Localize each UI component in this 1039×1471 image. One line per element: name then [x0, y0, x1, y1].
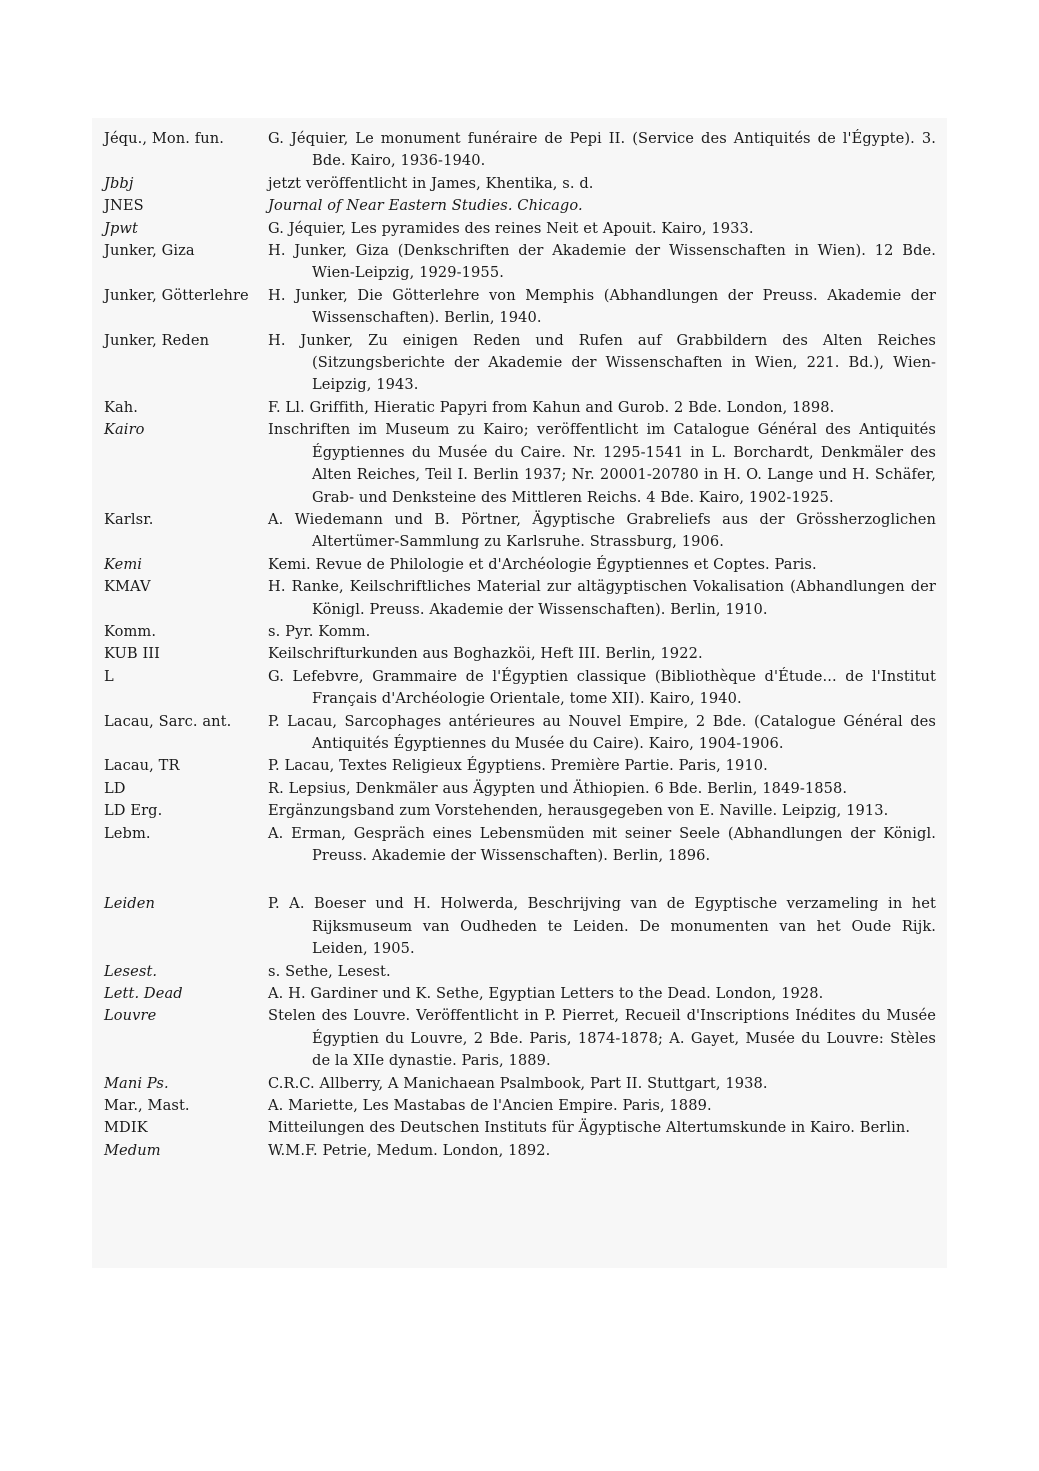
- list-item: [104, 643, 936, 665]
- entry-abbreviation: Lebm.: [104, 824, 151, 842]
- entry-abbreviation: Junker, Götterlehre: [104, 286, 249, 304]
- entry-reference: P. Lacau, Textes Religieux Égyptiens. Première Partie. Paris, 1910.: [268, 757, 768, 775]
- list-item: [104, 800, 936, 822]
- list-item: [104, 778, 936, 800]
- entry-abbreviation: Lacau, TR: [104, 757, 180, 775]
- list-item: [104, 666, 936, 711]
- entry-abbreviation: KUB III: [104, 645, 161, 663]
- entry-reference: H. Junker, Zu einigen Reden und Rufen auf Grabbildern des Alten Reiches (Sitzungsberichte der Akademie der Wissenschaften in Wien, 221. Bd.), Wien-Leipzig, 1943.: [268, 331, 936, 394]
- entry-abbreviation: Mar., Mast.: [104, 1097, 190, 1115]
- entry-reference: A. Mariette, Les Mastabas de l'Ancien Empire. Paris, 1889.: [268, 1097, 712, 1115]
- entry-reference: Mitteilungen des Deutschen Instituts für Ägyptische Altertumskunde in Kairo. Berlin.: [268, 1119, 911, 1137]
- entry-reference: P. Lacau, Sarcophages antérieures au Nouvel Empire, 2 Bde. (Catalogue Général des Antiquités Égyptiennes du Musée du Caire). Kairo, 1904-1906.: [268, 712, 936, 752]
- list-item: [104, 240, 936, 285]
- entry-abbreviation: Karlsr.: [104, 510, 154, 528]
- entry-abbreviation: MDIK: [104, 1119, 148, 1137]
- list-item: [104, 755, 936, 777]
- entry-abbreviation: JNES: [104, 197, 144, 215]
- list-item: [104, 218, 936, 240]
- entry-abbreviation: LD Erg.: [104, 802, 163, 820]
- list-item: [104, 893, 936, 960]
- entry-abbreviation: KMAV: [104, 578, 151, 596]
- entry-abbreviation: Kah.: [104, 398, 139, 416]
- list-item: [104, 983, 936, 1005]
- entry-reference: R. Lepsius, Denkmäler aus Ägypten und Äthiopien. 6 Bde. Berlin, 1849-1858.: [268, 779, 848, 797]
- list-item: [104, 1095, 936, 1117]
- entry-abbreviation: Jéqu., Mon. fun.: [104, 130, 224, 147]
- entry-abbreviation: Louvre: [104, 1007, 157, 1025]
- entry-abbreviation: Medum: [104, 1141, 161, 1159]
- entry-reference: jetzt veröffentlicht in James, Khentika, s. d.: [268, 174, 594, 192]
- entry-reference: Journal of Near Eastern Studies. Chicago.: [268, 197, 583, 215]
- entry-reference: s. Pyr. Komm.: [268, 622, 371, 640]
- entry-reference: G. Jéquier, Le monument funéraire de Pepi II. (Service des Antiquités de l'Égypte). 3. Bde. Kairo, 1936-1940.: [268, 130, 936, 170]
- entry-reference: Ergänzungsband zum Vorstehenden, herausgegeben von E. Naville. Leipzig, 1913.: [268, 802, 889, 820]
- list-item: [104, 128, 936, 173]
- entry-reference: Stelen des Louvre. Veröffentlicht in P. Pierret, Recueil d'Inscriptions Inédites du Musée Égyptien du Louvre, 2 Bde. Paris, 1874-1878; A. Gayet, Musée du Louvre: Stèles de la XIIe dynastie. Paris, 1889.: [268, 1007, 936, 1070]
- entry-reference: C.R.C. Allberry, A Manichaean Psalmbook, Part II. Stuttgart, 1938.: [268, 1074, 768, 1092]
- entry-abbreviation: Junker, Reden: [104, 331, 210, 349]
- entry-reference: A. H. Gardiner und K. Sethe, Egyptian Letters to the Dead. London, 1928.: [268, 985, 824, 1003]
- entry-abbreviation: Jpwt: [104, 219, 138, 237]
- entry-abbreviation: Jbbj: [104, 174, 134, 192]
- list-item: [104, 1140, 936, 1162]
- list-item: [104, 1073, 936, 1095]
- entry-reference: Inschriften im Museum zu Kairo; veröffentlicht im Catalogue Général des Antiquités Égyptiennes du Musée du Caire. Nr. 1295-1541 in L. Borchardt, Denkmäler des Alten Reiches, Teil I. Berlin 1937; Nr. 20001-20780 in H. O. Lange und H. Schäfer, Grab- und Denksteine des Mittleren Reichs. 4 Bde. Kairo, 1902-1925.: [268, 421, 936, 506]
- entry-abbreviation: L: [104, 667, 114, 685]
- list-item: [104, 961, 936, 983]
- entry-abbreviation: Leiden: [104, 895, 155, 913]
- entry-reference: H. Junker, Giza (Denkschriften der Akademie der Wissenschaften in Wien). 12 Bde. Wien-Leipzig, 1929-1955.: [268, 242, 936, 282]
- entry-abbreviation: Kairo: [104, 421, 145, 439]
- list-item: [104, 397, 936, 419]
- entry-reference: G. Jéquier, Les pyramides des reines Neit et Apouit. Kairo, 1933.: [268, 219, 754, 237]
- entry-abbreviation: LD: [104, 779, 126, 797]
- entry-reference: G. Lefebvre, Grammaire de l'Égyptien classique (Bibliothèque d'Étude... de l'Institut Français d'Archéologie Orientale, tome XII). Kairo, 1940.: [268, 667, 936, 708]
- entry-abbreviation: Lacau, Sarc. ant.: [104, 712, 232, 730]
- bibliography-list: [104, 128, 936, 1162]
- entry-abbreviation: Junker, Giza: [104, 242, 195, 260]
- entry-reference: A. Wiedemann und B. Pörtner, Ägyptische Grabreliefs aus der Grössherzoglichen Altertümer-Sammlung zu Karlsruhe. Strassburg, 1906.: [268, 510, 936, 551]
- entry-abbreviation: Mani Ps.: [104, 1074, 169, 1092]
- list-item: [104, 711, 936, 756]
- entry-reference: P. A. Boeser und H. Holwerda, Beschrijving van de Egyptische verzameling in het Rijksmuseum van Oudheden te Leiden. De monumenten van het Oude Rijk. Leiden, 1905.: [268, 895, 936, 958]
- list-item: [104, 195, 936, 217]
- list-item: [104, 1005, 936, 1072]
- entry-reference: F. Ll. Griffith, Hieratic Papyri from Kahun and Gurob. 2 Bde. London, 1898.: [268, 398, 835, 416]
- list-item: [104, 173, 936, 195]
- list-item: [104, 330, 936, 397]
- entry-reference: Kemi. Revue de Philologie et d'Archéologie Égyptiennes et Coptes. Paris.: [268, 555, 817, 573]
- entry-reference: Keilschrifturkunden aus Boghazköi, Heft III. Berlin, 1922.: [268, 645, 703, 663]
- list-item: [104, 1117, 936, 1139]
- list-item: [104, 576, 936, 621]
- entry-reference: H. Junker, Die Götterlehre von Memphis (Abhandlungen der Preuss. Akademie der Wissenschaften). Berlin, 1940.: [268, 286, 936, 327]
- list-item: [104, 509, 936, 554]
- entry-abbreviation: Komm.: [104, 622, 157, 640]
- list-item: [104, 621, 936, 643]
- list-item: [104, 285, 936, 330]
- entry-reference: W.M.F. Petrie, Medum. London, 1892.: [268, 1141, 551, 1159]
- entry-reference: H. Ranke, Keilschriftliches Material zur altägyptischen Vokalisation (Abhandlungen der Königl. Preuss. Akademie der Wissenschaften). Berlin, 1910.: [268, 578, 936, 618]
- entry-abbreviation: Kemi: [104, 555, 143, 573]
- entry-abbreviation: Lett. Dead: [104, 985, 183, 1003]
- list-item: [104, 554, 936, 576]
- list-item: [104, 823, 936, 868]
- entry-reference: s. Sethe, Lesest.: [268, 962, 391, 980]
- entry-reference: A. Erman, Gespräch eines Lebensmüden mit seiner Seele (Abhandlungen der Königl. Preuss. Akademie der Wissenschaften). Berlin, 1896.: [268, 824, 936, 864]
- entry-abbreviation: Lesest.: [104, 962, 158, 980]
- list-item: [104, 419, 936, 509]
